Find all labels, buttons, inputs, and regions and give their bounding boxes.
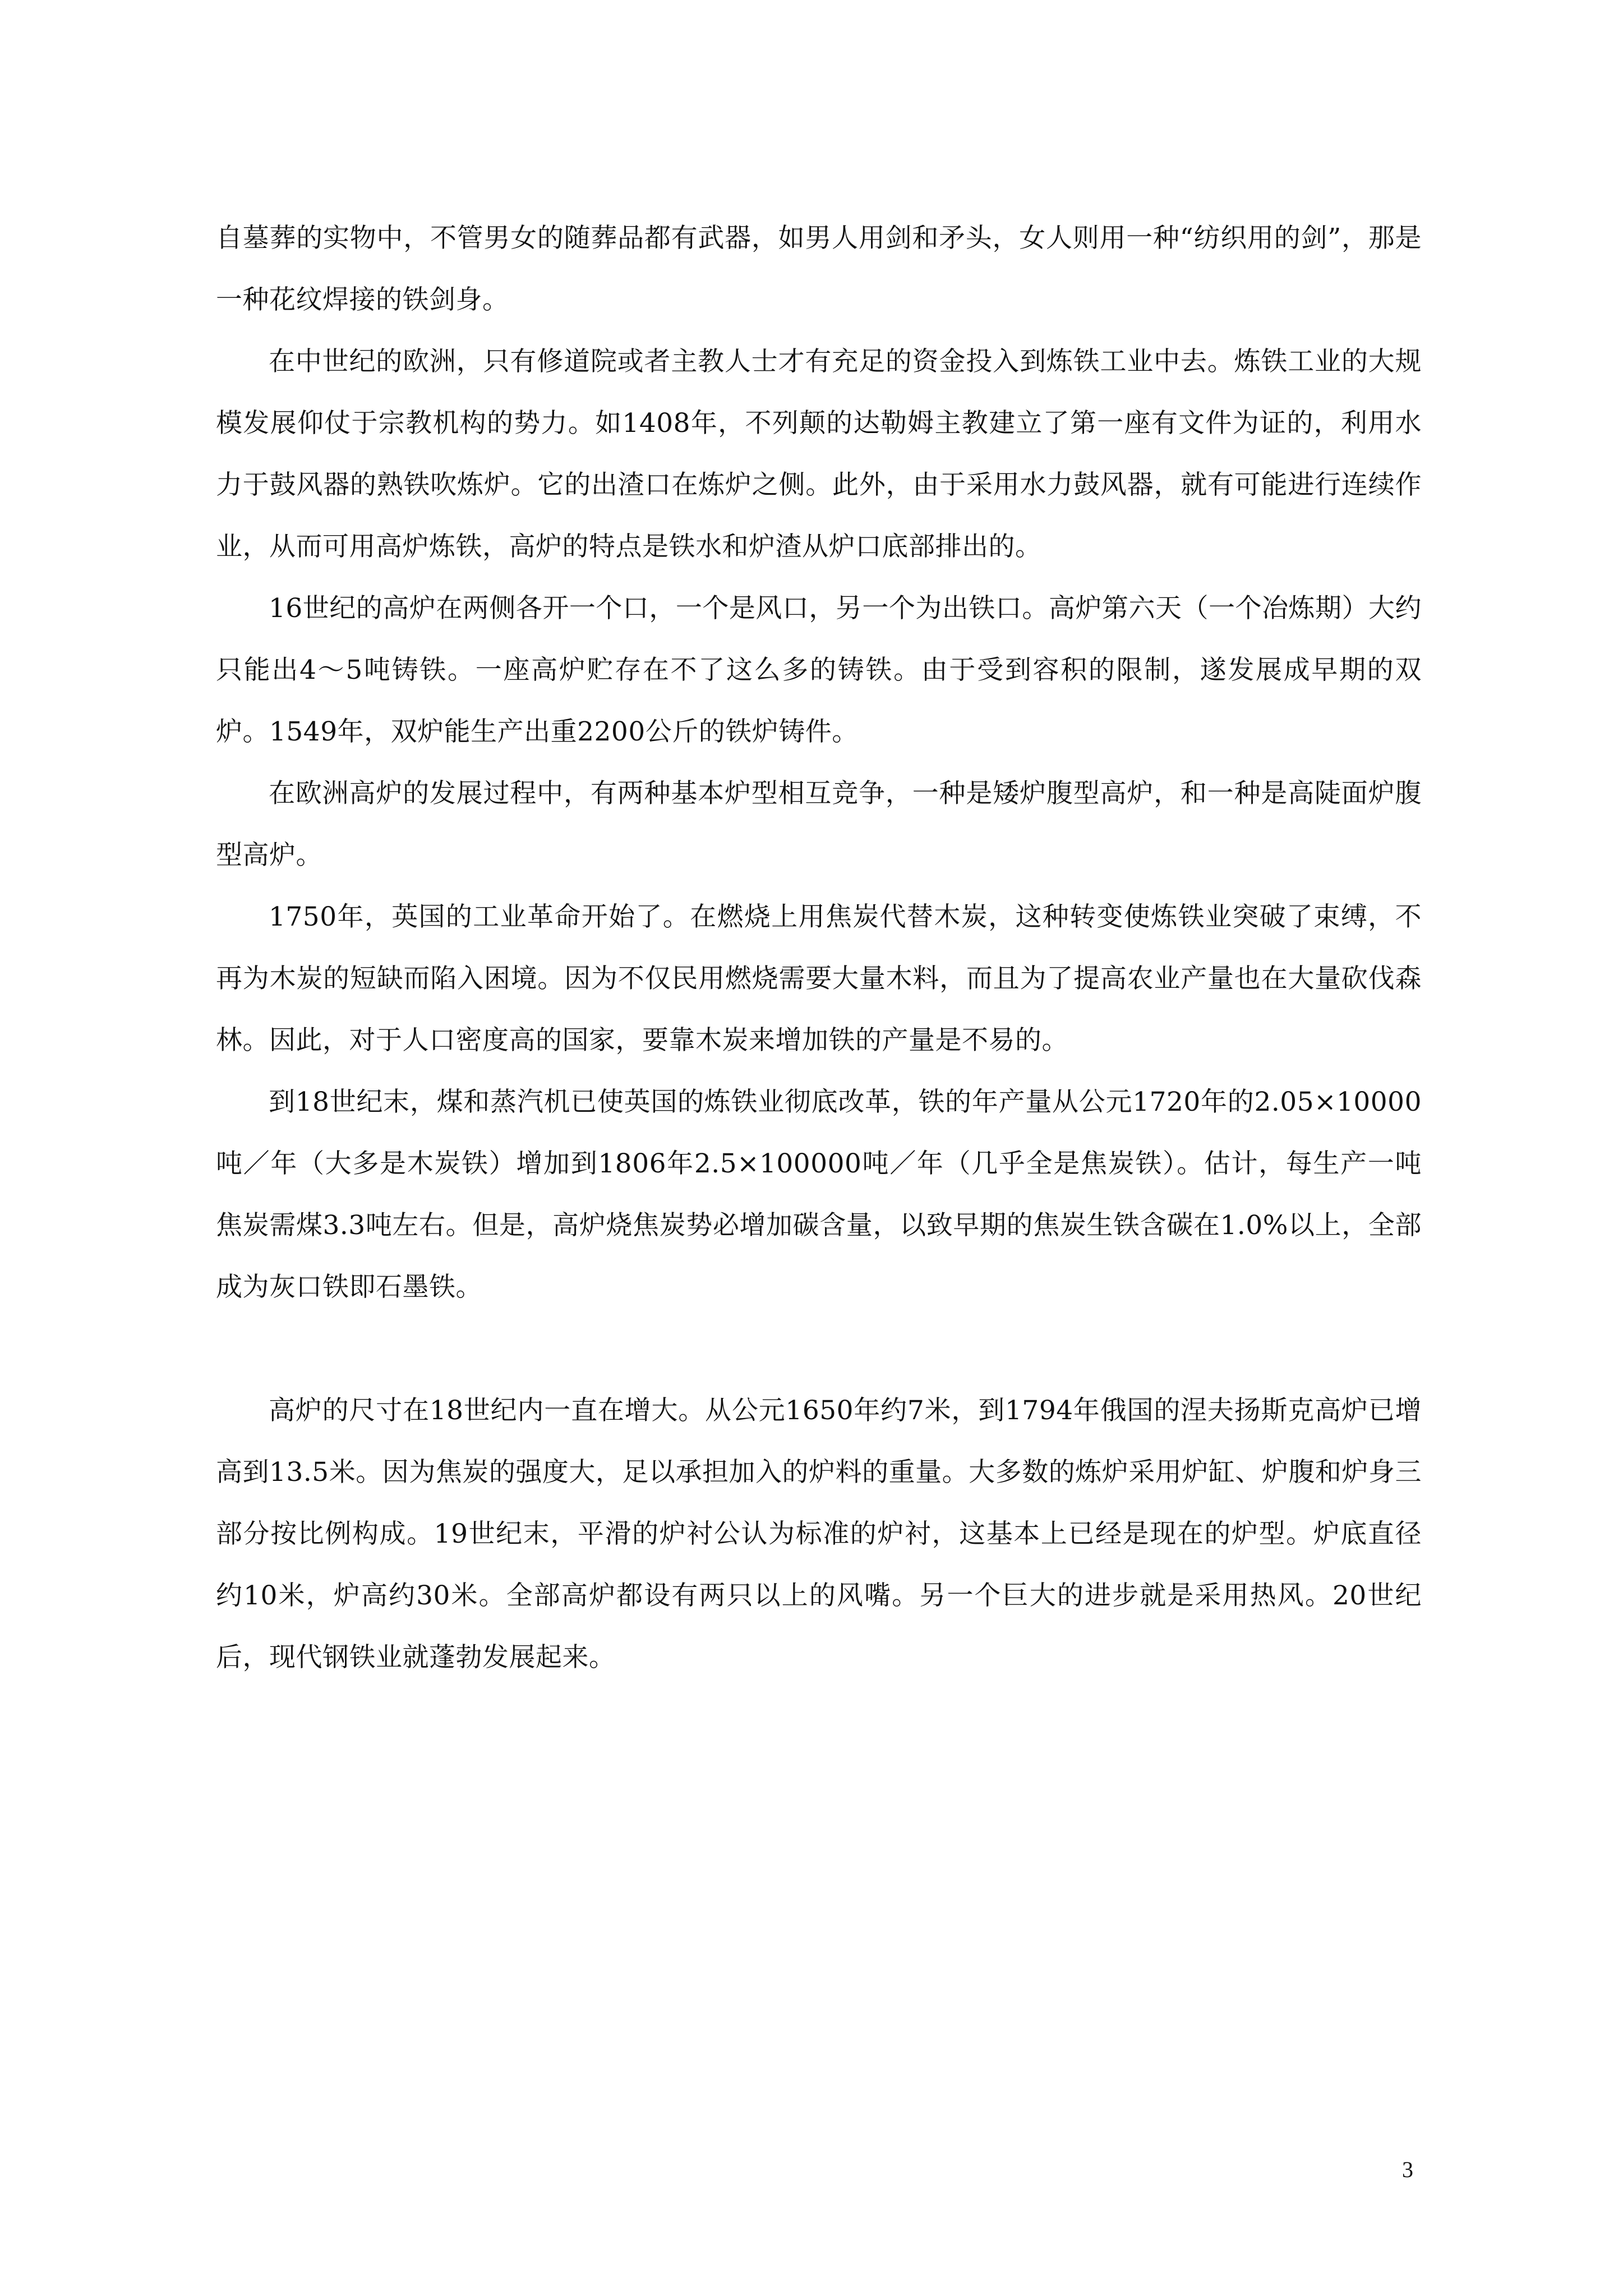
paragraph-medieval-europe: 在中世纪的欧洲，只有修道院或者主教人士才有充足的资金投入到炼铁工业中去。炼铁工业的大规模发展仰仗于宗教机构的势力。如1408年，不列颠的达勒姆主教建立了第一座有文件为证的，利用水力于鼓风器的熟铁吹炼炉。它的出渣口在炼炉之侧。此外，由于采用水力鼓风器，就有可能进行连续作业，从而可用高炉炼铁，高炉的特点是铁水和炉渣从炉口底部排出的。 [216,346,1422,562]
paragraph-gap [216,1318,1422,1380]
page-number: 3 [1402,2157,1413,2182]
paragraph-continuation: 自墓葬的实物中，不管男女的随葬品都有武器，如男人用剑和矛头，女人则用一种“纺织用的剑”，那是一种花纹焊接的铁剑身。 [216,223,1422,315]
paragraph-16th-century: 16世纪的高炉在两侧各开一个口，一个是风口，另一个为出铁口。高炉第六天（一个冶炼期）大约只能出4～5吨铸铁。一座高炉贮存在不了这么多的铸铁。由于受到容积的限制，遂发展成早期的双炉。1549年，双炉能生产出重2200公斤的铁炉铸件。 [216,593,1422,747]
paragraph-furnace-size: 高炉的尺寸在18世纪内一直在增大。从公元1650年约7米，到1794年俄国的涅夫扬斯克高炉已增高到13.5米。因为焦炭的强度大，足以承担加入的炉料的重量。大多数的炼炉采用炉缸、炉腹和炉身三部分按比例构成。19世纪末，平滑的炉衬公认为标准的炉衬，这基本上已经是现在的炉型。炉底直径约10米，炉高约30米。全部高炉都设有两只以上的风嘴。另一个巨大的进步就是采用热风。20世纪后，现代钢铁业就蓬勃发展起来。 [216,1395,1422,1673]
body-text [216,208,1422,1688]
paragraph-industrial-revolution: 1750年，英国的工业革命开始了。在燃烧上用焦炭代替木炭，这种转变使炼铁业突破了束缚，不再为木炭的短缺而陷入困境。因为不仅民用燃烧需要大量木料，而且为了提高农业产量也在大量砍伐森林。因此，对于人口密度高的国家，要靠木炭来增加铁的产量是不易的。 [216,901,1422,1056]
paragraph-furnace-types: 在欧洲高炉的发展过程中，有两种基本炉型相互竞争，一种是矮炉腹型高炉，和一种是高陡面炉腹型高炉。 [216,778,1422,871]
paragraph-18th-century-end: 到18世纪末，煤和蒸汽机已使英国的炼铁业彻底改革，铁的年产量从公元1720年的2.05×10000吨／年（大多是木炭铁）增加到1806年2.5×100000吨／年（几乎全是焦炭铁）。估计，每生产一吨焦炭需煤3.3吨左右。但是，高炉烧焦炭势必增加碳含量，以致早期的焦炭生铁含碳在1.0%以上，全部成为灰口铁即石墨铁。 [216,1087,1422,1303]
